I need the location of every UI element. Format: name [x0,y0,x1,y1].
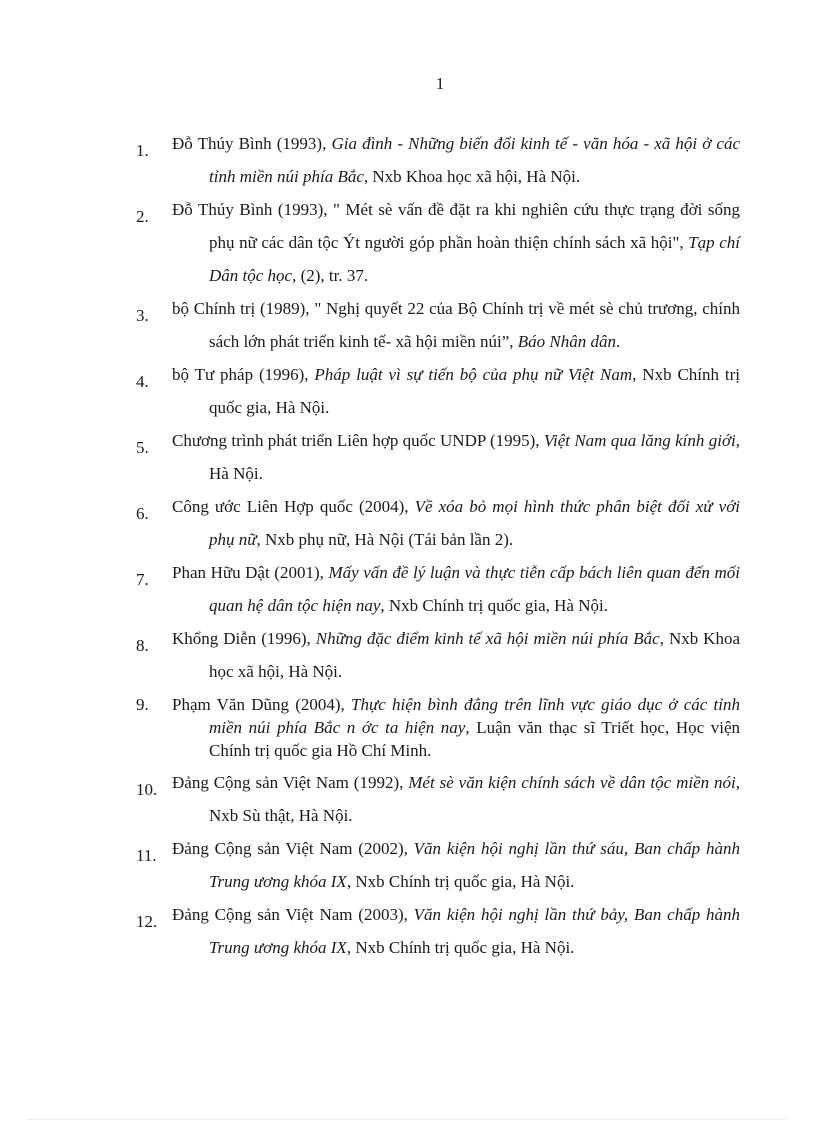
reference-text: Khổng Diễn (1996), Những đặc điểm kinh tế xã hội miền núi phía Bắc, Nxb Khoa học xã hội, Hà Nội. [172,629,740,681]
reference-number: 10. [136,780,158,799]
reference-number: 6. [136,504,149,523]
reference-text: Phan Hữu Dật (2001), Mấy vấn đề lý luận và thực tiễn cấp bách liên quan đến mối quan hệ dân tộc hiện nay, Nxb Chính trị quốc gia, Hà Nội. [172,563,740,615]
reference-number: 2. [136,207,149,226]
reference-item [136,688,740,766]
reference-title: Việt Nam qua lăng kính giới [543,431,736,450]
reference-text: Đảng Cộng sản Việt Nam (1992), Mét sè văn kiện chính sách về dân tộc miền nói, Nxb Sù thật, Hà Nội. [172,773,740,825]
reference-number: 3. [136,306,149,325]
reference-title: Mấy vấn đề lý luận và thực tiễn cấp bách liên quan đến mối quan hệ dân tộc hiện nay [209,563,740,615]
reference-item [136,490,740,556]
reference-title: Những đặc điểm kinh tế xã hội miền núi phía Bắc [315,629,660,648]
page-bottom-divider [28,1119,788,1120]
reference-text: Đảng Cộng sản Việt Nam (2003), Văn kiện hội nghị lần thứ bảy, Ban chấp hành Trung ương khóa IX, Nxb Chính trị quốc gia, Hà Nội. [172,905,740,957]
reference-title: Tạp chí Dân tộc học [209,233,740,285]
reference-number: 5. [136,438,149,457]
reference-title: Văn kiện hội nghị lần thứ bảy, Ban chấp hành Trung ương khóa IX [209,905,740,957]
reference-title: Về xóa bỏ mọi hình thức phân biệt đối xử với phụ nữ [209,497,740,549]
reference-text: bộ Tư pháp (1996), Pháp luật vì sự tiến bộ của phụ nữ Việt Nam, Nxb Chính trị quốc gia, Hà Nội. [172,365,740,417]
reference-text: Đỗ Thúy Bình (1993), Gia đình - Những biến đổi kinh tế - văn hóa - xã hội ở các tỉnh miền núi phía Bắc, Nxb Khoa học xã hội, Hà Nội. [172,134,740,186]
reference-item [136,193,740,292]
reference-number: 11. [136,846,157,865]
reference-title: Văn kiện hội nghị lần thứ sáu, Ban chấp hành Trung ương khóa IX [209,839,740,891]
reference-text: Đảng Cộng sản Việt Nam (2002), Văn kiện hội nghị lần thứ sáu, Ban chấp hành Trung ương khóa IX, Nxb Chính trị quốc gia, Hà Nội. [172,839,740,891]
reference-item [136,292,740,358]
reference-text: Phạm Văn Dũng (2004), Thực hiện bình đẳng trên lĩnh vực giáo dục ở các tỉnh miền núi phía Bắc n ớc ta hiện nay, Luận văn thạc sĩ Triết học, Học viện Chính trị quốc gia Hồ Chí Minh. [172,695,740,760]
reference-item [136,898,740,964]
reference-item [136,832,740,898]
reference-number: 8. [136,636,149,655]
reference-title: Mét sè văn kiện chính sách về dân tộc miền nói [408,773,736,792]
reference-number: 1. [136,141,149,160]
reference-number: 7. [136,570,149,589]
page-number: 1 [435,74,445,93]
reference-number: 12. [136,912,158,931]
reference-number: 4. [136,372,149,391]
reference-item [136,127,740,193]
reference-text: bộ Chính trị (1989), " Nghị quyết 22 của Bộ Chính trị về mét sè chủ trương, chính sách lớn phát triển kinh tế- xã hội miền núi”, Báo Nhân dân. [172,299,740,351]
reference-number: 9. [136,695,149,714]
reference-title: Báo Nhân dân [517,332,617,351]
reference-item [136,424,740,490]
reference-item [136,358,740,424]
reference-text: Công ước Liên Hợp quốc (2004), Về xóa bỏ mọi hình thức phân biệt đối xử với phụ nữ, Nxb phụ nữ, Hà Nội (Tái bản lần 2). [172,497,740,549]
reference-list [136,127,740,964]
reference-text: Đỗ Thúy Bình (1993), " Mét sè vấn đề đặt ra khi nghiên cứu thực trạng đời sống phụ nữ các dân tộc Ýt người góp phần hoàn thiện chính sách xã hội", Tạp chí Dân tộc học, (2), tr. 37. [172,200,740,285]
reference-title: Gia đình - Những biến đổi kinh tế - văn hóa - xã hội ở các tỉnh miền núi phía Bắc [209,134,740,186]
reference-item [136,556,740,622]
reference-text: Chương trình phát triển Liên hợp quốc UNDP (1995), Việt Nam qua lăng kính giới, Hà Nội. [172,431,740,483]
reference-title: Pháp luật vì sự tiến bộ của phụ nữ Việt Nam [314,365,633,384]
reference-item [136,766,740,832]
reference-title: Thực hiện bình đẳng trên lĩnh vực giáo dục ở các tỉnh miền núi phía Bắc n ớc ta hiện nay [209,695,740,737]
reference-item [136,622,740,688]
